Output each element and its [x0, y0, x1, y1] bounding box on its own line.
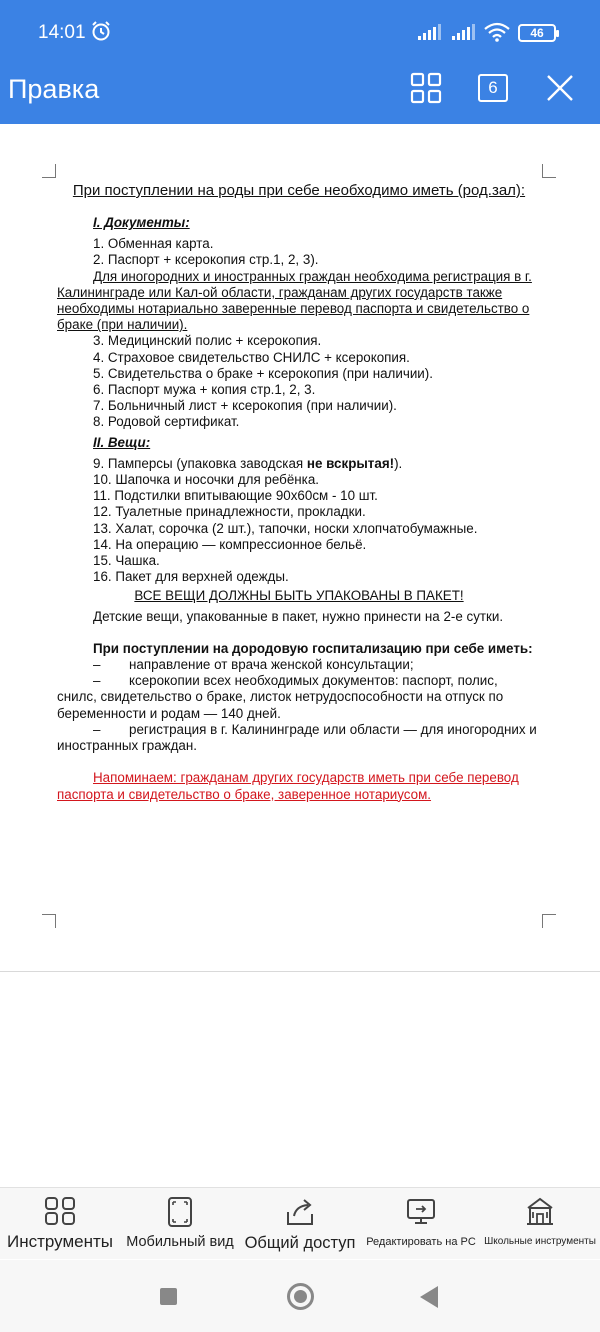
packing-warning: ВСЕ ВЕЩИ ДОЛЖНЫ БЫТЬ УПАКОВАНЫ В ПАКЕТ! — [134, 588, 464, 604]
bottom-toolbar — [0, 1187, 600, 1259]
close-button[interactable] — [544, 72, 576, 104]
signal-icon-2 — [452, 24, 478, 40]
item9-end: ). — [394, 455, 403, 471]
hospitalization-item — [57, 673, 541, 722]
mobile-view-button[interactable] — [124, 1196, 236, 1256]
dash-mark: – — [93, 673, 101, 689]
signal-icon — [418, 24, 444, 40]
battery-level: 46 — [530, 26, 544, 40]
list-item: 10. Шапочка и носочки для ребёнка. — [93, 472, 320, 488]
app-title: Правка — [8, 74, 100, 104]
wifi-icon — [484, 22, 510, 42]
page-count: 6 — [488, 78, 498, 97]
school-tools-button[interactable] — [484, 1196, 596, 1256]
child-note: Детские вещи, упакованные в пакет, нужно принести на 2-е сутки. — [93, 608, 504, 624]
margin-corner — [42, 914, 56, 928]
top-bar — [0, 0, 600, 124]
list-item: 2. Паспорт + ксерокопия стр.1, 2, 3). — [93, 252, 319, 268]
home-button[interactable] — [287, 1283, 314, 1310]
share-icon — [284, 1196, 316, 1228]
margin-corner — [42, 164, 56, 178]
hospitalization-item-text: направление от врача женской консультации; — [129, 657, 414, 673]
status-bar — [0, 0, 600, 62]
item9-text: 9. Памперсы (упаковка заводская — [93, 455, 307, 471]
hospitalization-item-text: ксерокопии всех необходимых документов: паспорт, полис, снилс, свидетельство о браке, листок нетрудоспособности на отпуск по беременности и родам — 140 дней. — [57, 673, 504, 721]
hospitalization-item-text: регистрация в г. Калининграде или области — для иногородних и иностранных граждан. — [57, 721, 537, 754]
recent-apps-button[interactable] — [160, 1288, 177, 1305]
list-item: 1. Обменная карта. — [93, 236, 214, 252]
list-item: 11. Подстилки впитывающие 90х60см - 10 шт. — [93, 488, 378, 504]
list-item: 4. Страховое свидетельство СНИЛС + ксерокопия. — [93, 349, 410, 365]
alarm-icon — [90, 20, 112, 42]
mobile-view-icon — [167, 1196, 193, 1228]
page-divider — [0, 971, 600, 972]
tools-icon — [44, 1196, 76, 1226]
reminder-note: Напоминаем: гражданам других государств иметь при себе перевод паспорта и свидетельство о браке, заверенное нотариусом. — [57, 770, 519, 802]
mobile-view-label: Мобильный вид — [126, 1234, 234, 1250]
list-item: 13. Халат, сорочка (2 шт.), тапочки, носки хлопчатобумажные. — [93, 520, 478, 536]
document-heading: При поступлении на роды при себе необходимо иметь (род.зал): — [72, 182, 526, 199]
edit-on-pc-button[interactable] — [362, 1196, 480, 1256]
share-button[interactable] — [242, 1196, 358, 1256]
hospitalization-title: При поступлении на дородовую госпитализацию при себе иметь: — [93, 640, 533, 656]
list-item: 12. Туалетные принадлежности, прокладки. — [93, 504, 366, 520]
list-item: 6. Паспорт мужа + копия стр.1, 2, 3. — [93, 382, 316, 398]
document-page[interactable] — [0, 124, 600, 972]
edit-on-pc-label: Редактировать на PC — [366, 1236, 476, 1248]
tools-button[interactable] — [4, 1196, 116, 1256]
app-bar — [0, 62, 600, 124]
list-item: 16. Пакет для верхней одежды. — [93, 569, 289, 585]
list-item: 5. Свидетельства о браке + ксерокопия (при наличии). — [93, 365, 433, 381]
margin-corner — [542, 914, 556, 928]
school-icon — [524, 1196, 556, 1226]
list-item: 7. Больничный лист + ксерокопия (при наличии). — [93, 398, 397, 414]
page-count-button[interactable] — [478, 74, 508, 102]
status-time: 14:01 — [38, 22, 86, 43]
list-item — [93, 456, 541, 472]
document-content — [57, 182, 541, 803]
hospitalization-item — [57, 657, 541, 673]
list-item: 15. Чашка. — [93, 553, 160, 569]
dash-mark: – — [93, 721, 101, 737]
item9-bold: не вскрытая! — [306, 455, 395, 471]
list-item: 3. Медицинский полис + ксерокопия. — [93, 333, 322, 349]
monitor-icon — [405, 1196, 437, 1226]
margin-corner — [542, 164, 556, 178]
list-item: 14. На операцию — компрессионное бельё. — [93, 536, 367, 552]
system-nav-bar — [0, 1260, 600, 1332]
grid-view-button[interactable] — [410, 72, 442, 104]
tools-label: Инструменты — [6, 1232, 113, 1251]
share-label: Общий доступ — [244, 1234, 356, 1252]
dash-mark: – — [93, 657, 101, 673]
section-things: II. Вещи: — [93, 434, 151, 450]
foreign-note: Для иногородних и иностранных граждан необходима регистрация в г. Калининграде или Кал-ой области, гражданам других государств также необходимы нотариально заверенные перевод паспорта и свидетельство о браке (при наличии). — [57, 268, 532, 333]
school-tools-label: Школьные инструменты — [484, 1236, 596, 1247]
battery-icon — [518, 24, 556, 42]
hospitalization-item — [57, 722, 541, 754]
list-item: 8. Родовой сертификат. — [93, 414, 240, 430]
back-button[interactable] — [420, 1286, 438, 1308]
section-documents: I. Документы: — [93, 215, 190, 230]
